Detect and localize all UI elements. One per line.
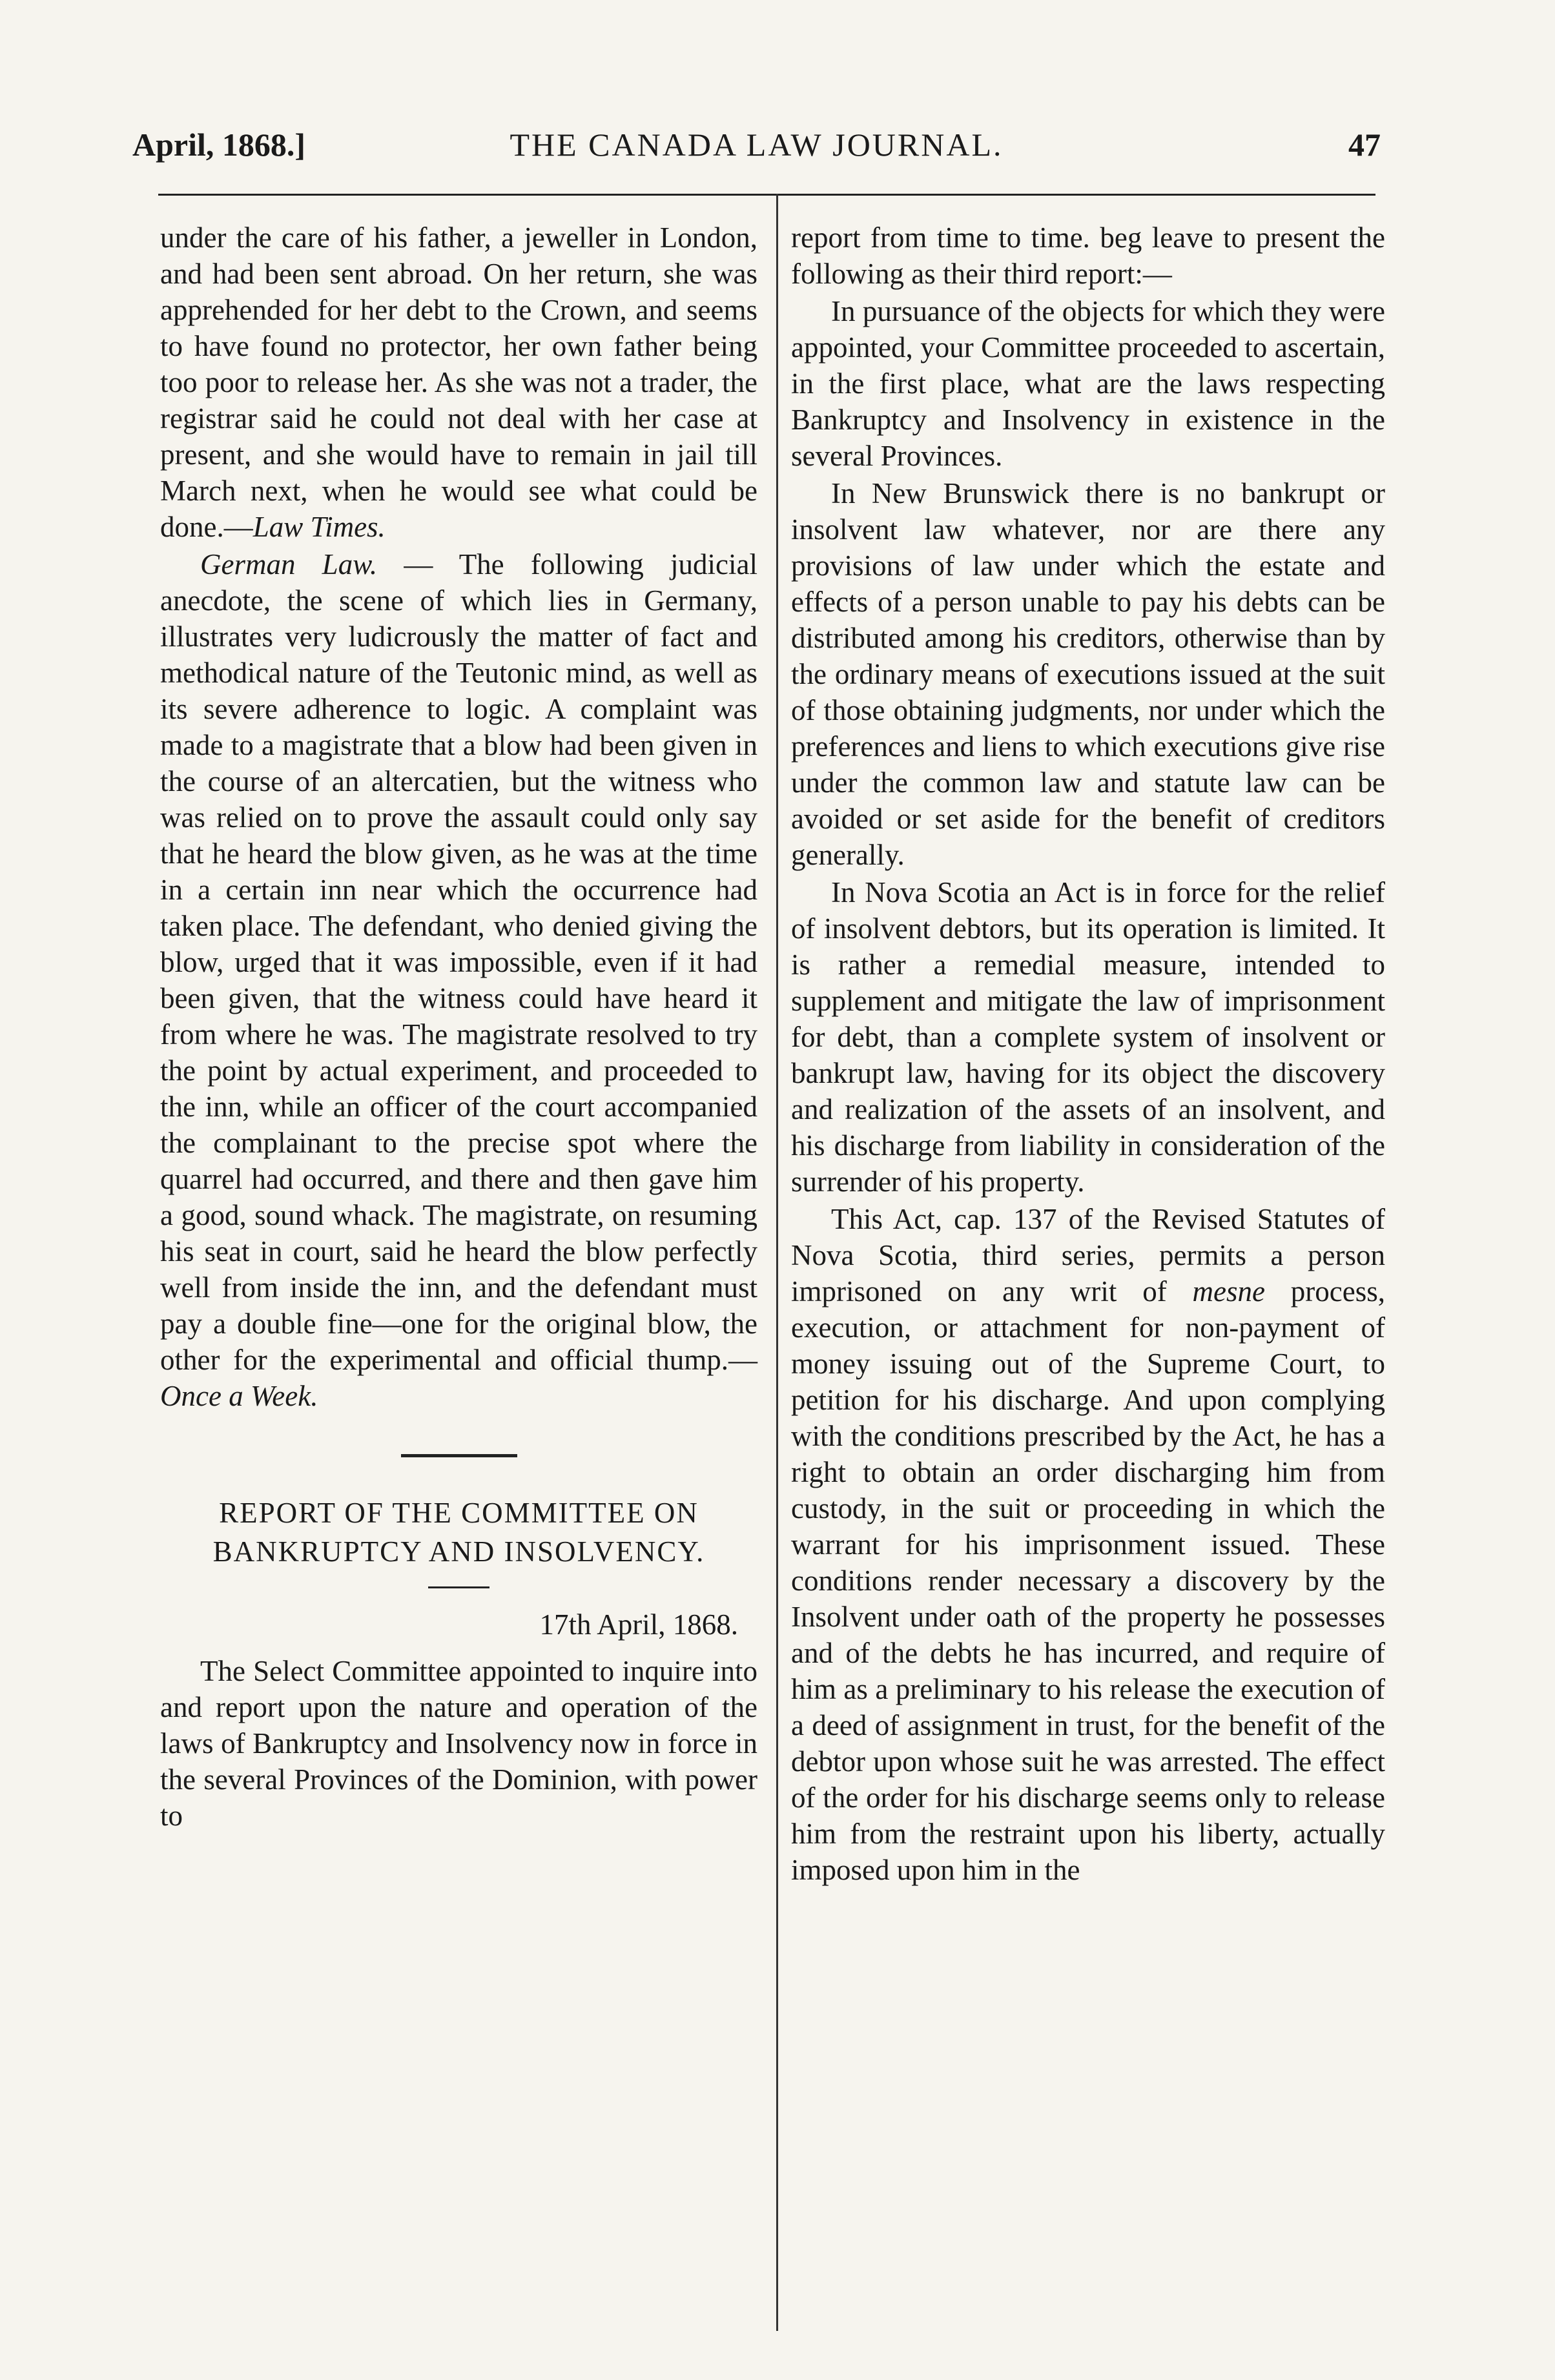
section-heading-line: REPORT OF THE COMMITTEE ON <box>219 1497 699 1529</box>
objects-paragraph: In pursuance of the objects for which they were appointed, your Committee proceeded to ascertain, in the first place, what are the laws respecting Bankruptcy and Insolvency in existence in the several Provinces. <box>791 295 1385 472</box>
running-header <box>132 126 1381 171</box>
italic-term: mesne <box>1192 1275 1265 1308</box>
paragraph-text: — The following judicial anecdote, the scene of which lies in Germany, illustrates very ludicrously the matter of fact and methodical nature of the Teutonic mind, as well as its severe adherence to logic. A complaint was made to a magistrate that a blow had been given in the course of an altercatien, but the witness who was relied on to prove the assault could only say that he heard the blow given, as he was at the time in a certain inn near which the occurrence had taken place. The defendant, who denied giving the blow, urged that it was impossible, even if it had been given, that the witness could have heard it from where he was. The magistrate resolved to try the point by actual experiment, and proceeded to the inn, while an officer of the court accompanied the complainant to the precise spot where the quarrel had occurred, and there and then gave him a good, sound whack. The magistrate, on resuming his seat in court, said he heard the blow perfectly well from inside the inn, and the defendant must pay a double fine—one for the original blow, the other for the experimental and official thump.— <box>160 548 757 1376</box>
source-citation: Once a Week. <box>160 1380 318 1412</box>
header-date: April, 1868.] <box>132 127 306 163</box>
source-citation: Law Times. <box>252 511 386 543</box>
section-heading <box>160 1493 757 1571</box>
section-divider <box>401 1454 517 1457</box>
paragraph-text: This Act, cap. 137 of the Revised Statutes of Nova Scotia, third series, permits a person imprisoned on any writ of <box>791 1203 1385 1308</box>
report-intro-paragraph: The Select Committee appointed to inquire into and report upon the nature and operation of the laws of Bankruptcy and Insolvency now in force in the several Provinces of the Dominion, with power to <box>160 1655 757 1832</box>
header-rule <box>158 194 1375 196</box>
paragraph-text: under the care of his father, a jeweller in London, and had been sent abroad. On her return, she was apprehended for her debt to the Crown, and seems to have found no protector, her own father being too poor to release her. As she was not a trader, the registrar said he could not deal with her case at present, and she would have to remain in jail till March next, when he would see what could be done.— <box>160 221 757 543</box>
page-number: 47 <box>1348 127 1381 163</box>
right-column <box>791 220 1385 1888</box>
left-column <box>160 220 757 1834</box>
heading-rule <box>428 1586 489 1588</box>
section-heading-line: BANKRUPTCY AND INSOLVENCY. <box>212 1535 705 1568</box>
law-times-paragraph <box>160 220 757 545</box>
report-dateline: 17th April, 1868. <box>539 1608 738 1641</box>
paragraph-lead: German Law. <box>200 548 378 580</box>
column-divider <box>776 194 778 2331</box>
nova-scotia-paragraph: In Nova Scotia an Act is in force for the relief of insolvent debtors, but its operation is limited. It is rather a remedial measure, intended to supplement and mitigate the law of imprisonment for debt, than a complete system of insolvent or bankrupt law, having for its object the discovery and realization of the assets of an insolvent, and his discharge from liability in consideration of the surrender of his property. <box>791 876 1385 1198</box>
act-cap-137-paragraph <box>791 1201 1385 1888</box>
new-brunswick-paragraph: In New Brunswick there is no bankrupt or insolvent law whatever, nor are there any provisions of law under which the estate and effects of a person unable to pay his debts can be distributed among his creditors, otherwise than by the ordinary means of executions issued at the suit of those obtaining judgments, nor under which the preferences and liens to which executions give rise under the common law and statute law can be avoided or set aside for the benefit of creditors generally. <box>791 477 1385 871</box>
paragraph-text: process, execution, or attachment for non-payment of money issuing out of the Supreme Court, to petition for his discharge. And upon complying with the conditions prescribed by the Act, he has a right to obtain an order discharging him from custody, in the suit or proceeding in which the warrant for his imprisonment issued. These conditions render necessary a discovery by the Insolvent under oath of the property he possesses and of the debts he has incurred, and require of him as a preliminary to his release the execution of a deed of assignment in trust, for the benefit of the debtor upon whose suit he was arrested. The effect of the order for his discharge seems only to release him from the restraint upon his liberty, actually imposed upon him in the <box>791 1275 1385 1886</box>
journal-title: THE CANADA LAW JOURNAL. <box>510 127 1004 163</box>
report-continuation-paragraph: report from time to time. beg leave to present the following as their third report:— <box>791 221 1385 290</box>
german-law-paragraph <box>160 546 757 1414</box>
